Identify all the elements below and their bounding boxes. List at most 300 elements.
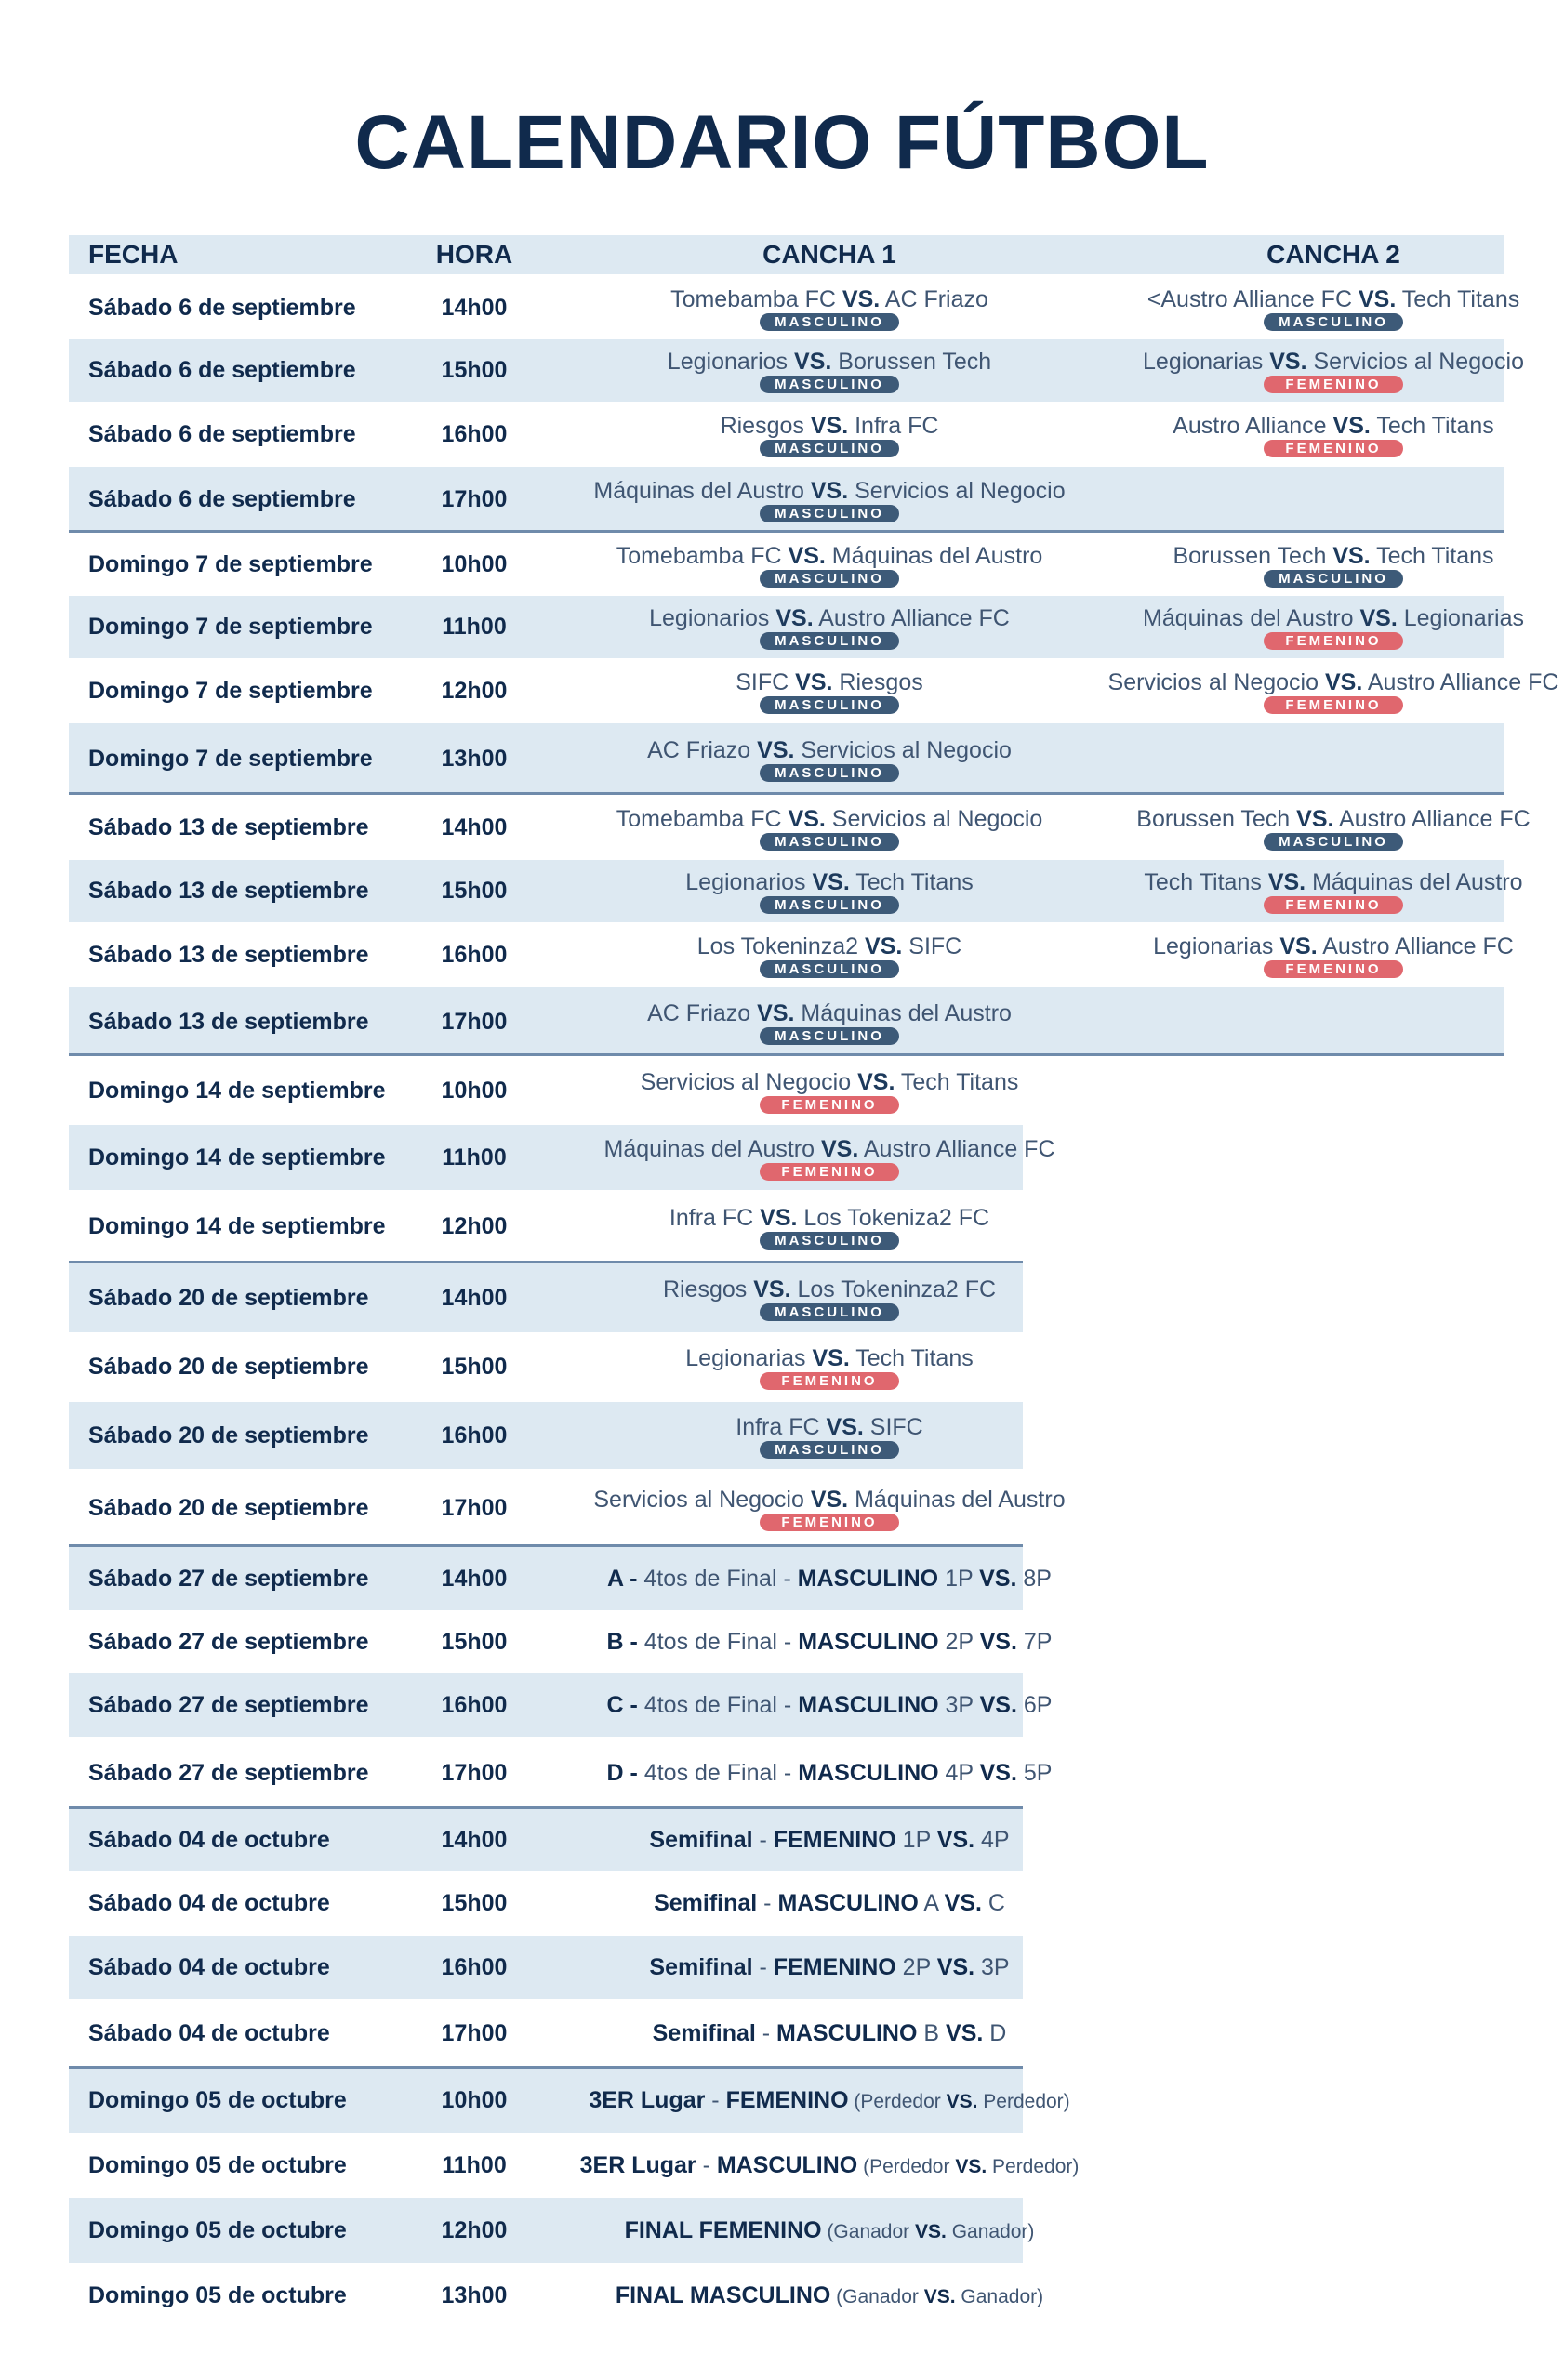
match-c1 [524,2133,1134,2198]
home-team: Tomebamba FC [616,542,782,569]
vs-label: VS. [788,805,826,832]
row-date: Domingo 7 de septiembre [88,677,373,704]
match-c2 [1036,402,1564,467]
away-team: Tech Titans [900,1068,1019,1095]
match-teams [1108,668,1559,696]
away-team: Infra FC [855,412,939,439]
table-row [69,2198,1035,2263]
table-row [69,922,1514,987]
match-c1 [524,1125,1134,1190]
table-row [69,339,1524,402]
vs-label: VS. [915,2220,947,2242]
category-label: FEMENINO [773,1826,896,1853]
match-c1 [524,1737,1134,1809]
match-c2 [1036,658,1564,723]
round-label: B - [606,1628,638,1655]
match-teams [668,348,991,376]
away-team: Máquinas del Austro [801,999,1012,1026]
round-label: C - [606,1691,638,1718]
away-team: Legionarias [1403,605,1524,631]
vs-label: VS. [936,1953,975,1980]
row-date: Sábado 04 de octubre [88,1889,330,1916]
category-label: MASCULINO [798,1628,939,1655]
row-date: Domingo 05 de octubre [88,2151,347,2178]
knockout-match [607,1760,1053,1787]
table-row [69,1190,1023,1263]
match-c2 [1036,922,1564,987]
participant-home: 2P [938,1628,980,1655]
category-label: MASCULINO [798,1759,939,1786]
match-teams [721,412,939,440]
vs-label: VS. [946,2020,984,2046]
category-label: MASCULINO [798,1691,939,1718]
category-badge: MASCULINO [760,1303,899,1321]
header-cancha-1: CANCHA 1 [762,240,896,269]
table-row [69,1871,1023,1936]
vs-label: VS. [979,1565,1017,1592]
category-label: FEMENINO [773,1953,896,1980]
away-team: Tech Titans [855,1345,974,1371]
match-c1 [524,2263,1134,2328]
match-teams [669,1204,989,1232]
home-team: Legionarias [685,1345,806,1371]
round-detail: - [752,1953,774,1980]
round-label: 3ER Lugar [589,2087,706,2113]
category-badge: MASCULINO [760,833,899,851]
category-badge: MASCULINO [760,376,899,393]
category-label: MASCULINO [776,2020,918,2046]
home-team: Legionarias [1153,932,1274,959]
participant-away: 7P [1016,1628,1053,1655]
participant-home: 2P [895,1953,937,1980]
table-row [69,467,1504,533]
match-teams [616,542,1043,570]
match-teams [1173,542,1493,570]
row-date: Domingo 7 de septiembre [88,746,373,772]
round-detail: - [705,2087,726,2113]
match-teams [647,736,1012,764]
match-c1 [524,1547,1134,1610]
row-date: Sábado 04 de octubre [88,1953,330,1980]
row-date: Sábado 20 de septiembre [88,1354,369,1380]
row-time: 11h00 [442,2151,507,2178]
round-label: Semifinal [652,2020,756,2046]
vs-label: VS. [979,1759,1017,1786]
knockout-match [580,2152,1080,2179]
category-badge: MASCULINO [760,896,899,914]
row-date: Domingo 7 de septiembre [88,614,373,640]
match-teams [1153,932,1514,960]
round-label: Semifinal [654,1889,758,1916]
row-time: 10h00 [441,550,508,577]
category-label: FEMENINO [725,2087,849,2113]
match-participants [830,2286,1043,2307]
match-teams [1173,412,1494,440]
row-time: 17h00 [441,1008,508,1035]
match-c1 [524,1402,1134,1469]
vs-label: VS. [757,737,795,763]
home-team: Tech Titans [1144,869,1262,895]
vs-label: VS. [1332,412,1371,439]
participant-home: (Perdedor [857,2155,956,2177]
row-date: Sábado 20 de septiembre [88,1284,369,1311]
away-team: Servicios al Negocio [801,737,1012,763]
row-time: 12h00 [441,677,508,704]
row-time: 17h00 [441,1759,508,1786]
category-badge: MASCULINO [760,1027,899,1045]
table-row [69,860,1523,922]
vs-label: VS. [810,1486,849,1513]
away-team: Servicios al Negocio [855,478,1066,504]
row-time: 14h00 [441,1284,508,1311]
home-team: AC Friazo [647,999,751,1026]
knockout-match [589,2087,1069,2114]
vs-label: VS. [1296,805,1334,832]
table-row [69,723,1504,795]
category-badge: MASCULINO [760,570,899,588]
section-divider [69,1544,1023,1547]
category-badge: MASCULINO [1264,313,1403,331]
away-team: SIFC [869,1413,923,1440]
match-c1 [524,1056,1134,1125]
row-time: 17h00 [441,1494,508,1521]
page-title: CALENDARIO FÚTBOL [354,100,1210,185]
away-team: Tech Titans [855,869,974,895]
away-team: Los Tokeniza2 FC [803,1205,990,1231]
section-divider [69,530,1504,533]
participant-home: A [918,1889,945,1916]
match-c2 [1036,533,1564,596]
table-row [69,402,1504,467]
vs-label: VS. [1359,605,1398,631]
match-participants [849,2091,1070,2112]
vs-label: VS. [857,1068,895,1095]
category-badge: FEMENINO [760,1372,899,1390]
participant-home: B [917,2020,947,2046]
row-time: 14h00 [441,1565,508,1592]
away-team: Riesgos [839,668,923,695]
category-label: MASCULINO [777,1889,919,1916]
match-c2 [1036,795,1564,860]
home-team: Infra FC [669,1205,754,1231]
home-team: Infra FC [736,1413,820,1440]
section-divider [69,1053,1504,1056]
match-c2 [1036,860,1564,922]
category-badge: MASCULINO [1264,570,1403,588]
match-teams [1144,868,1522,896]
table-row [69,2069,1070,2133]
match-c1 [524,1332,1134,1402]
round-label: A - [607,1565,638,1592]
category-badge: FEMENINO [1264,696,1403,714]
match-teams [736,668,922,696]
match-c1 [524,1263,1134,1332]
match-teams [685,1344,973,1372]
row-date: Sábado 13 de septiembre [88,941,369,968]
vs-label: VS. [810,478,849,504]
row-date: Sábado 20 de septiembre [88,1494,369,1521]
home-team: Legionarios [649,605,770,631]
row-time: 12h00 [441,1213,508,1239]
vs-label: VS. [923,2285,956,2307]
participant-away: 4P [974,1826,1010,1853]
vs-label: VS. [826,1413,864,1440]
match-teams [616,805,1043,833]
table-row [69,276,1520,339]
vs-label: VS. [936,1826,975,1853]
table-row [69,1999,1023,2069]
match-c1 [524,987,1134,1056]
home-team: Máquinas del Austro [593,478,804,504]
row-time: 11h00 [442,614,507,640]
participant-home: (Ganador [830,2285,924,2307]
row-time: 14h00 [441,813,508,840]
row-time: 14h00 [441,1826,508,1853]
home-team: Austro Alliance [1173,412,1327,439]
row-time: 16h00 [441,941,508,968]
participant-away: 5P [1016,1759,1053,1786]
row-date: Domingo 05 de octubre [88,2216,347,2243]
table-row [69,596,1524,658]
away-team: Austro Alliance FC [863,1135,1055,1162]
knockout-match [607,1629,1053,1656]
away-team: Los Tokeninza2 FC [797,1276,997,1302]
table-row [69,1263,1023,1332]
away-team: Austro Alliance FC [818,605,1010,631]
participant-home: (Ganador [821,2220,915,2242]
row-date: Domingo 14 de septiembre [88,1077,386,1104]
home-team: AC Friazo [647,737,751,763]
participant-home: 4P [938,1759,980,1786]
match-teams [649,604,1010,632]
match-c1 [524,2198,1134,2263]
participant-home: 3P [938,1691,980,1718]
away-team: Máquinas del Austro [1312,869,1523,895]
match-teams [593,1486,1065,1514]
table-row [69,2263,1044,2328]
vs-label: VS. [794,349,832,375]
away-team: Austro Alliance FC [1322,932,1514,959]
home-team: Borussen Tech [1136,805,1291,832]
row-date: Sábado 13 de septiembre [88,813,369,840]
away-team: Servicios al Negocio [1313,349,1524,375]
participant-away: 6P [1016,1691,1053,1718]
home-team: Borussen Tech [1173,542,1327,569]
round-detail: 4tos de Final - [637,1759,799,1786]
home-team: Máquinas del Austro [1143,605,1354,631]
category-badge: MASCULINO [760,1441,899,1459]
vs-label: VS. [944,1889,982,1916]
home-team: Legionarios [667,349,789,375]
row-date: Sábado 6 de septiembre [88,420,356,447]
category-badge: FEMENINO [1264,960,1403,978]
round-detail: 4tos de Final - [637,1628,799,1655]
round-label: 3ER Lugar [579,2151,696,2178]
table-row [69,1547,1052,1610]
table-row [69,1402,1023,1469]
knockout-match [625,2217,1035,2244]
match-c2 [1036,596,1564,658]
row-time: 16h00 [441,1953,508,1980]
vs-label: VS. [812,869,850,895]
row-date: Sábado 27 de septiembre [88,1759,369,1786]
home-team: Los Tokeninza2 [696,932,859,959]
row-date: Sábado 27 de septiembre [88,1691,369,1718]
match-teams [641,1068,1019,1096]
away-team: Austro Alliance FC [1339,805,1531,832]
row-date: Sábado 04 de octubre [88,1826,330,1853]
table-row [69,1673,1053,1737]
category-badge: FEMENINO [1264,632,1403,650]
home-team: Servicios al Negocio [593,1486,804,1513]
table-row [69,533,1504,596]
row-time: 15h00 [441,1354,508,1380]
vs-label: VS. [1279,932,1318,959]
round-label: Semifinal [649,1826,753,1853]
round-label: FINAL MASCULINO [615,2281,831,2308]
row-date: Sábado 6 de septiembre [88,357,356,383]
participant-away: Perdedor) [977,2091,1070,2112]
category-badge: MASCULINO [760,505,899,522]
away-team: AC Friazo [884,285,988,312]
away-team: Servicios al Negocio [831,805,1043,832]
table-row [69,1936,1023,1999]
home-team: Riesgos [720,412,804,439]
round-detail: - [757,1889,778,1916]
row-date: Domingo 14 de septiembre [88,1213,386,1239]
row-time: 15h00 [441,1628,508,1655]
match-teams [1136,805,1530,833]
table-row [69,1809,1023,1871]
table-row [69,987,1504,1056]
category-badge: MASCULINO [760,440,899,457]
match-c1 [524,1469,1134,1547]
vs-label: VS. [795,668,833,695]
participant-away: Ganador) [955,2285,1044,2307]
match-teams [697,932,961,960]
match-teams [736,1413,922,1441]
row-date: Sábado 13 de septiembre [88,878,369,904]
table-row [69,1610,1053,1673]
round-detail: - [755,2020,777,2046]
home-team: Riesgos [662,1276,748,1302]
row-date: Sábado 6 de septiembre [88,486,356,512]
away-team: Tech Titans [1376,412,1494,439]
category-badge: FEMENINO [760,1514,899,1531]
vs-label: VS. [979,1691,1017,1718]
knockout-match [607,1692,1053,1719]
table-row [69,1056,1023,1125]
home-team: Legionarias [1143,349,1264,375]
match-c1 [524,723,1134,795]
home-team: SIFC [736,668,789,695]
row-time: 13h00 [441,2281,508,2308]
row-date: Sábado 20 de septiembre [88,1421,369,1448]
home-team: Máquinas del Austro [603,1135,815,1162]
home-team: Servicios al Negocio [640,1068,852,1095]
row-time: 15h00 [441,878,508,904]
row-time: 11h00 [442,1144,507,1170]
row-time: 15h00 [441,357,508,383]
table-row [69,1469,1066,1547]
section-divider [69,1806,1023,1809]
knockout-match [649,1954,1009,1981]
knockout-match [654,1890,1005,1917]
row-time: 16h00 [441,1421,508,1448]
vs-label: VS. [1324,668,1363,695]
section-divider [69,1261,1023,1263]
header-hora: HORA [435,240,513,269]
knockout-match [607,1566,1052,1593]
row-time: 17h00 [441,486,508,512]
match-teams [1143,604,1524,632]
category-badge: MASCULINO [760,1232,899,1250]
vs-label: VS. [865,932,903,959]
match-teams [593,477,1065,505]
knockout-match [653,2020,1007,2047]
participant-away: 3P [974,1953,1010,1980]
category-label: MASCULINO [716,2151,858,2178]
category-badge: MASCULINO [760,313,899,331]
match-teams [670,285,988,313]
participant-away: Perdedor) [987,2155,1080,2177]
table-row [69,1125,1055,1190]
match-c1 [524,1673,1134,1737]
match-c1 [524,1190,1134,1263]
home-team: Legionarios [685,869,806,895]
category-badge: MASCULINO [760,764,899,782]
row-time: 17h00 [441,2020,508,2046]
vs-label: VS. [760,1205,798,1231]
participant-away: 8P [1016,1565,1052,1592]
away-team: Borussen Tech [838,349,992,375]
category-badge: MASCULINO [1264,833,1403,851]
category-badge: FEMENINO [1264,896,1403,914]
vs-label: VS. [812,1345,850,1371]
home-team: Servicios al Negocio [1107,668,1319,695]
participant-away: Ganador) [946,2220,1035,2242]
category-badge: MASCULINO [760,960,899,978]
category-badge: MASCULINO [760,696,899,714]
away-team: Tech Titans [1376,542,1494,569]
row-time: 15h00 [441,1889,508,1916]
match-c1 [524,467,1134,533]
vs-label: VS. [946,2091,978,2112]
section-divider [69,2066,1023,2069]
row-date: Domingo 7 de septiembre [88,550,373,577]
round-label: D - [606,1759,638,1786]
home-team: Tomebamba FC [616,805,782,832]
participant-home: 1P [938,1565,980,1592]
match-c1 [524,1999,1134,2069]
header-fecha: FECHA [88,240,179,269]
away-team: Tech Titans [1401,285,1520,312]
row-time: 10h00 [441,2087,508,2113]
match-participants [822,2221,1035,2242]
vs-label: VS. [775,605,814,631]
match-participants [857,2156,1079,2177]
category-badge: FEMENINO [1264,440,1403,457]
category-badge: FEMENINO [760,1163,899,1181]
match-c1 [524,1610,1134,1673]
vs-label: VS. [788,542,826,569]
row-date: Sábado 04 de octubre [88,2020,330,2046]
match-c1 [524,1809,1134,1871]
match-teams [685,868,973,896]
vs-label: VS. [1358,285,1397,312]
participant-home: 1P [895,1826,937,1853]
round-label: Semifinal [649,1953,753,1980]
